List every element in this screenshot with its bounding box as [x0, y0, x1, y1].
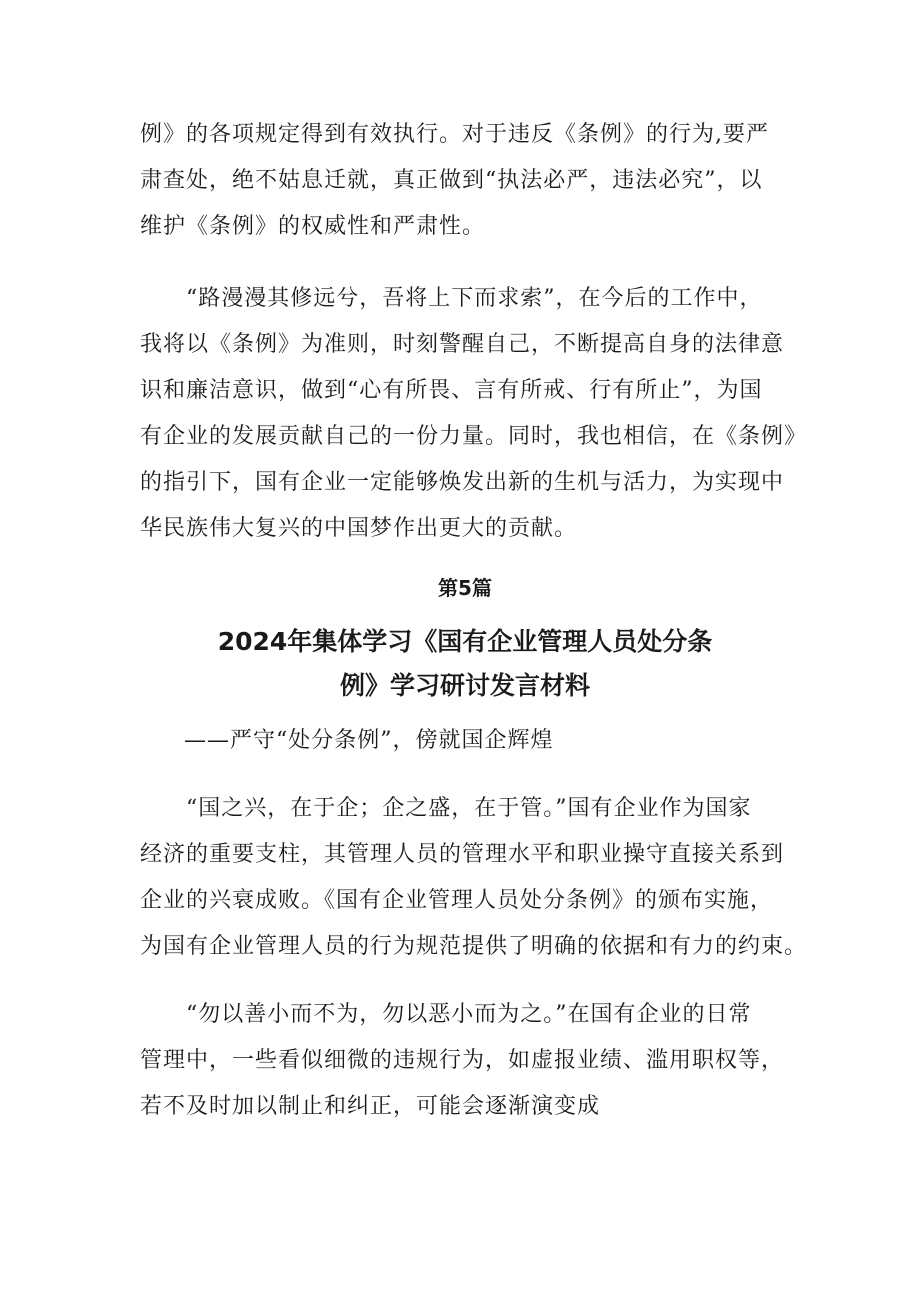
paragraph-line: “勿以善小而不为，勿以恶小而为之。”在国有企业的日常 — [140, 1002, 752, 1027]
title-line: 例》学习研讨发言材料 — [339, 671, 590, 700]
paragraph-line: 管理中，一些看似细微的违规行为，如虚报业绩、滥用职权等， — [140, 1048, 785, 1073]
paragraph-line: “路漫漫其修远兮，吾将上下而求索”，在今后的工作中， — [140, 286, 763, 311]
paragraph-line: 有企业的发展贡献自己的一份力量。同时，我也相信，在《条例》 — [140, 424, 808, 449]
paragraph-line: 我将以《条例》为准则，时刻警醒自己，不断提高自身的法律意 — [140, 332, 785, 357]
paragraph-line: “国之兴，在于企；企之盛，在于管。”国有企业作为国家 — [140, 796, 752, 821]
paragraph-line: 肃查处，绝不姑息迁就，真正做到“执法必严，违法必究”，以 — [140, 168, 763, 193]
section-number: 第5篇 — [438, 576, 492, 600]
paragraph-line: 华民族伟大复兴的中国梦作出更大的贡献。 — [140, 516, 578, 541]
paragraph-line: 企业的兴衰成败。《国有企业管理人员处分条例》的颁布实施， — [140, 888, 774, 913]
document-title — [140, 620, 790, 708]
body-paragraph-1 — [140, 112, 790, 250]
paragraph-line: 为国有企业管理人员的行为规范提供了明确的依据和有力的约束。 — [140, 934, 808, 959]
body-paragraph-3 — [140, 786, 808, 970]
paragraph-line: 例》的各项规定得到有效执行。对于违反《条例》的行为,要严 — [140, 122, 769, 147]
paragraph-spacer — [140, 250, 790, 276]
paragraph-spacer — [140, 764, 790, 786]
document-page — [140, 112, 808, 1130]
body-paragraph-4 — [140, 992, 790, 1130]
paragraph-line: 若不及时加以制止和纠正，可能会逐渐演变成 — [140, 1094, 601, 1119]
paragraph-line: 识和廉洁意识，做到“心有所畏、言有所戒、行有所止”，为国 — [140, 378, 763, 403]
paragraph-spacer — [140, 970, 790, 992]
paragraph-line: 经济的重要支柱，其管理人员的管理水平和职业操守直接关系到 — [140, 842, 785, 867]
title-line: 2024年集体学习《国有企业管理人员处分条 — [217, 627, 713, 656]
document-subtitle: ——严守“处分条例”，傍就国企辉煌 — [184, 728, 554, 753]
paragraph-line: 的指引下，国有企业一定能够焕发出新的生机与活力，为实现中 — [140, 470, 785, 495]
body-paragraph-2 — [140, 276, 808, 552]
paragraph-line: 维护《条例》的权威性和严肃性。 — [140, 214, 486, 239]
